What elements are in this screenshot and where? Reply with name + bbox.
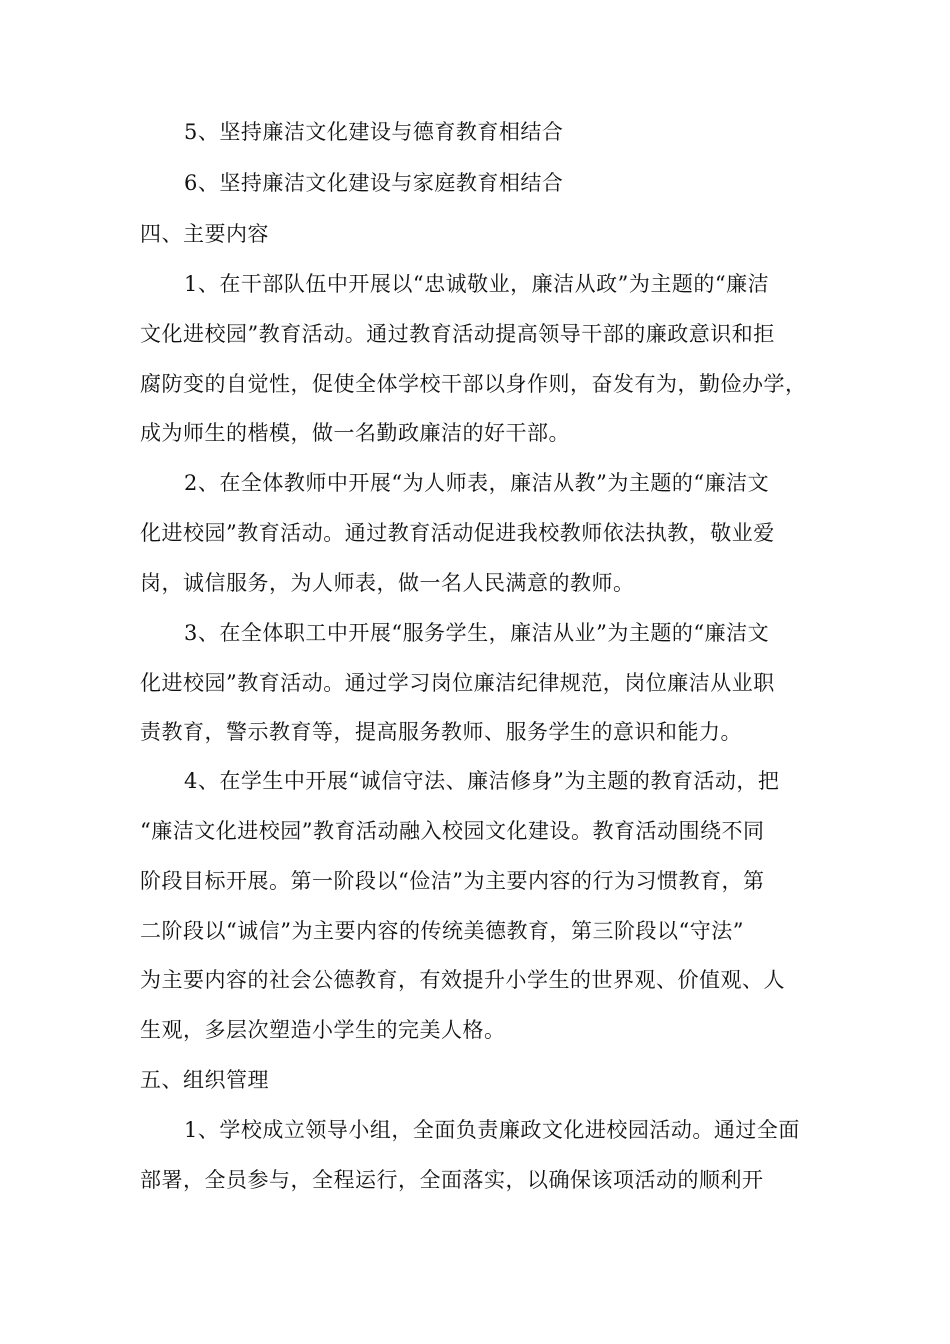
paragraph-5-line-1: 1、学校成立领导小组，全面负责廉政文化进校园活动。通过全面 xyxy=(184,1118,800,1142)
list-item-5: 5、坚持廉洁文化建设与德育教育相结合 xyxy=(184,120,564,144)
paragraph-2-line-2: 化进校园”教育活动。通过教育活动促进我校教师依法执教，敬业爱 xyxy=(140,521,775,545)
paragraph-3-line-1: 3、在全体职工中开展“服务学生，廉洁从业”为主题的“廉洁文 xyxy=(184,621,770,645)
paragraph-4-line-2: “廉洁文化进校园”教育活动融入校园文化建设。教育活动围绕不同 xyxy=(140,819,765,843)
list-item-6: 6、坚持廉洁文化建设与家庭教育相结合 xyxy=(184,171,564,195)
paragraph-1-line-2: 文化进校园”教育活动。通过教育活动提高领导干部的廉政意识和拒 xyxy=(140,322,775,346)
paragraph-4-line-4: 二阶段以“诚信”为主要内容的传统美德教育，第三阶段以“守法” xyxy=(140,919,744,943)
paragraph-2-line-1: 2、在全体教师中开展“为人师表，廉洁从教”为主题的“廉洁文 xyxy=(184,471,770,495)
paragraph-4-line-3: 阶段目标开展。第一阶段以“俭洁”为主要内容的行为习惯教育，第 xyxy=(140,869,765,893)
paragraph-4-line-5: 为主要内容的社会公德教育，有效提升小学生的世界观、价值观、人 xyxy=(140,968,785,992)
paragraph-5-line-2: 部署，全员参与，全程运行，全面落实，以确保该项活动的顺利开 xyxy=(140,1168,764,1192)
paragraph-1-line-4: 成为师生的楷模，做一名勤政廉洁的好干部。 xyxy=(140,421,570,445)
paragraph-4-line-6: 生观，多层次塑造小学生的完美人格。 xyxy=(140,1018,506,1042)
paragraph-2-line-3: 岗，诚信服务，为人师表，做一名人民满意的教师。 xyxy=(140,571,635,595)
paragraph-3-line-3: 责教育，警示教育等，提高服务教师、服务学生的意识和能力。 xyxy=(140,720,742,744)
paragraph-1-line-1: 1、在干部队伍中开展以“忠诚敬业，廉洁从政”为主题的“廉洁 xyxy=(184,272,770,296)
paragraph-4-line-1: 4、在学生中开展“诚信守法、廉洁修身”为主题的教育活动，把 xyxy=(184,769,780,793)
section-heading-4: 四、主要内容 xyxy=(140,222,269,246)
paragraph-1-line-3: 腐防变的自觉性，促使全体学校干部以身作则，奋发有为，勤俭办学， xyxy=(140,372,807,396)
section-heading-5: 五、组织管理 xyxy=(140,1068,269,1092)
paragraph-3-line-2: 化进校园”教育活动。通过学习岗位廉洁纪律规范，岗位廉洁从业职 xyxy=(140,671,775,695)
